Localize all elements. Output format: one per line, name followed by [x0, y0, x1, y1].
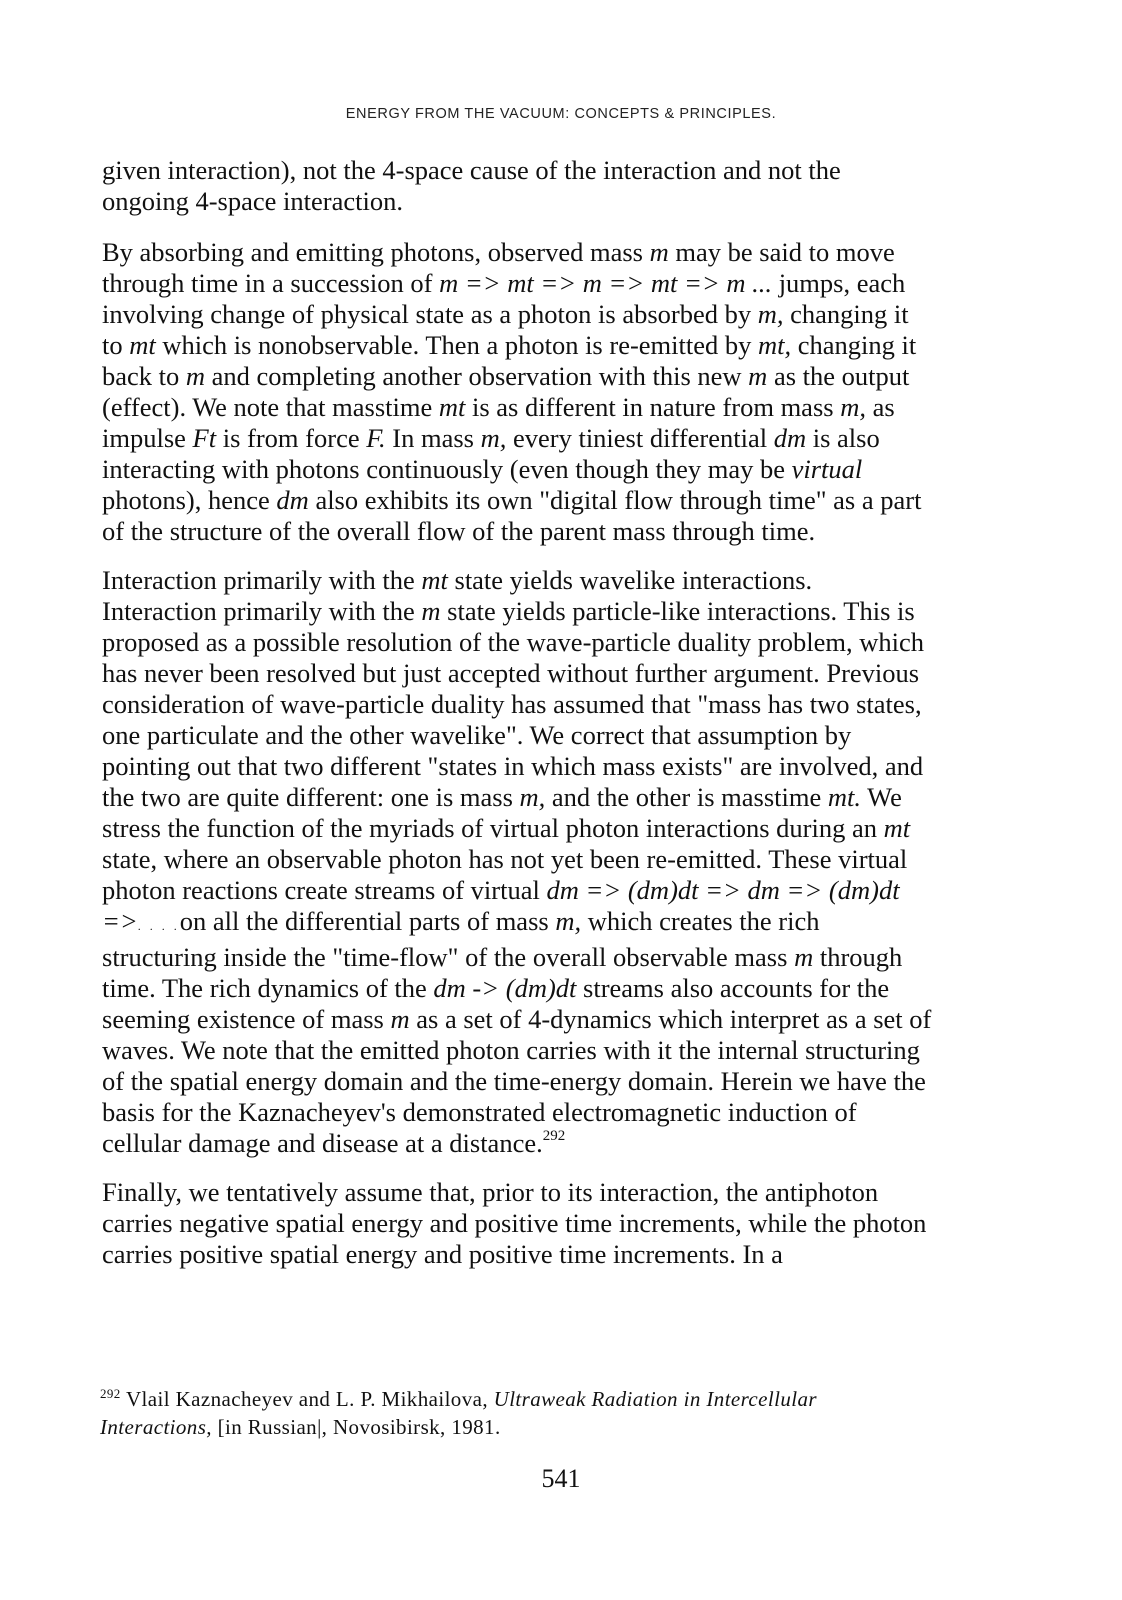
paragraph-3: Interaction primarily with the mt state yields wavelike interactions. Interaction primarily with the m state yields particle-like interactions. This is proposed as a possible resolution of the wave-particle duality problem, which has never been resolved but just accepted without further argument. Previous consideration of wave-particle duality has assumed that "mass has two states, one particulate and the other wavelike". We correct that assumption by pointing out that two different "states in which mass exists" are involved, and the two are quite different: one is mass m, and the other is masstime mt. We stress the function of the myriads of virtual photon interactions during an mt state, where an observable photon has not yet been re-emitted. These virtual photon reactions create streams of virtual dm => (dm)dt => dm => (dm)dt =>. . . .on all the differential parts of mass m, which creates the rich structuring inside the "time-flow" of the overall observable mass m through time. The rich dynamics of the dm -> (dm)dt streams also accounts for the seeming existence of mass m as a set of 4-dynamics which interpret as a set of waves. We note that the emitted photon carries with it the internal structuring of the spatial energy domain and the time-energy domain. Herein we have the basis for the Kaznacheyev's demonstrated electromagnetic induction of cellular damage and disease at a distance.$^{292}$ — [102, 565, 932, 1158]
paragraph-1: given interaction), not the 4-space cause of the interaction and not the ongoing 4-space interaction. — [102, 155, 841, 216]
footnote: $^{292}$ Vlail Kaznacheyev and L. P. Mikhailova, Ultraweak Radiation in Intercellular Interactions, [in Russian|, Novosibirsk, 1981. — [100, 1386, 817, 1439]
page-number: 541 — [541, 1464, 581, 1493]
running-header: ENERGY FROM THE VACUUM: CONCEPTS & PRINCIPLES. — [345, 106, 777, 122]
paragraph-4: Finally, we tentatively assume that, prior to its interaction, the antiphoton carries negative spatial energy and positive time increments, while the photon carries positive spatial energy and positive time increments. In a — [102, 1177, 927, 1269]
paragraph-2: By absorbing and emitting photons, observed mass m may be said to move through time in a succession of m => mt => m => mt => m ... jumps, each involving change of physical state as a photon is absorbed by m, changing it to mt which is nonobservable. Then a photon is re-emitted by mt, changing it back to m and completing another observation with this new m as the output (effect). We note that masstime mt is as different in nature from mass m, as impulse Ft is from force F. In mass m, every tiniest differential dm is also interacting with photons continuously (even though they may be virtual photons), hence dm also exhibits its own "digital flow through time" as a part of the structure of the overall flow of the parent mass through time. — [102, 237, 922, 546]
footnote-reference[interactable]: 292 — [542, 1128, 566, 1144]
footnote-number: 292 — [100, 1386, 121, 1401]
body-text — [102, 155, 932, 1288]
footnote-title: Ultraweak Radiation in Intercellular Interactions, — [100, 1387, 817, 1439]
